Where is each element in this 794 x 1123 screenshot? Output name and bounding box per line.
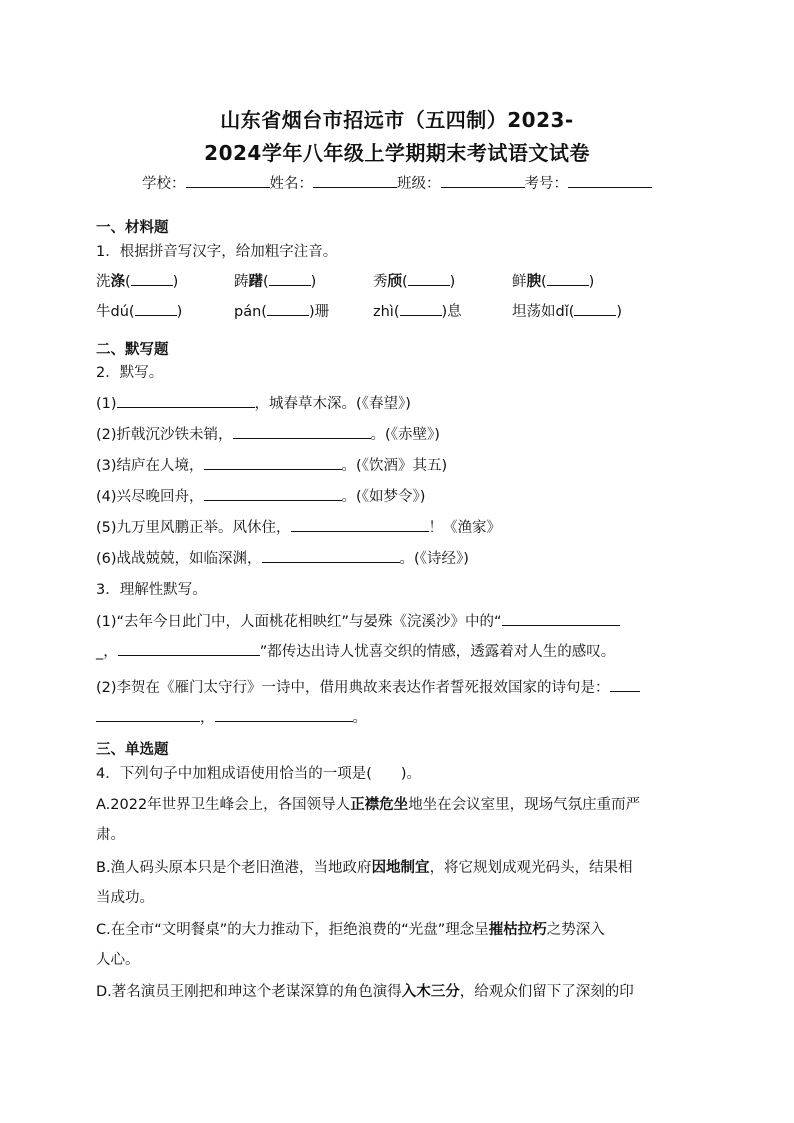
class-label: 班级： xyxy=(397,176,441,192)
q2-blank-6[interactable] xyxy=(262,561,400,563)
q1-blank-4[interactable] xyxy=(547,284,589,286)
q1-blank-6[interactable] xyxy=(267,314,309,316)
section-heading-materials: 一、材料题 xyxy=(96,220,169,236)
q3-blank-4[interactable] xyxy=(96,720,200,722)
option-b-line1[interactable]: B.渔人码头原本只是个老旧渔港，当地政府因地制宜，将它规划成观光码头，结果相 xyxy=(96,860,633,876)
q1-item-2: 踌躇( ) xyxy=(234,274,317,290)
section-heading-single-choice: 三、单选题 xyxy=(96,742,169,758)
q2-item-3: (3)结庐在人境， 。(《饮酒》其五) xyxy=(96,458,448,474)
question-2: 2．默写。 xyxy=(96,365,164,381)
student-info-line xyxy=(0,172,794,193)
q3-blank-3[interactable] xyxy=(610,690,640,692)
q1-item-3: 秀颀( ) xyxy=(373,274,456,290)
option-c-line1[interactable]: C.在全市“文明餐桌”的大力推动下，拒绝浪费的“光盘”理念呈摧枯拉朽之势深入 xyxy=(96,922,605,938)
q1-blank-3[interactable] xyxy=(408,284,450,286)
q1-blank-7[interactable] xyxy=(400,314,442,316)
q1-blank-5[interactable] xyxy=(135,314,177,316)
q2-blank-1[interactable] xyxy=(117,406,255,408)
number-blank[interactable] xyxy=(568,186,652,188)
exam-title-line2: 2024学年八年级上学期期末考试语文试卷 xyxy=(204,141,590,165)
q1-blank-8[interactable] xyxy=(574,314,616,316)
name-label: 姓名： xyxy=(269,176,313,192)
q2-item-4: (4)兴尽晚回舟， 。(《如梦令》) xyxy=(96,489,426,505)
q2-item-5: (5)九万里风鹏正举。风休住， ！《渔家》 xyxy=(96,520,502,536)
q1-item-6: pán( )珊 xyxy=(234,304,330,320)
number-label: 考号： xyxy=(524,176,568,192)
q3-blank-1[interactable] xyxy=(502,624,620,626)
option-b-line2: 当成功。 xyxy=(96,890,154,906)
option-a-line2: 肃。 xyxy=(96,827,125,843)
question-4: 4．下列句子中加粗成语使用恰当的一项是( )。 xyxy=(96,766,422,782)
q1-item-1: 洗涤( ) xyxy=(96,274,179,290)
q2-blank-4[interactable] xyxy=(204,499,342,501)
option-a-line1[interactable]: A.2022年世界卫生峰会上，各国领导人正襟危坐地坐在会议室里，现场气氛庄重而严 xyxy=(96,797,641,813)
name-blank[interactable] xyxy=(313,186,397,188)
q3-item-1-line1: (1)“去年今日此门中，人面桃花相映红”与晏殊《浣溪沙》中的“ xyxy=(96,610,620,631)
q1-blank-2[interactable] xyxy=(269,284,311,286)
q2-item-2: (2)折戟沉沙铁未销， 。(《赤壁》) xyxy=(96,427,440,443)
exam-title-line1: 山东省烟台市招远市（五四制）2023- xyxy=(220,108,574,132)
question-3: 3．理解性默写。 xyxy=(96,582,207,598)
q1-item-8: 坦荡如dǐ( ) xyxy=(512,304,623,320)
q2-blank-5[interactable] xyxy=(291,530,429,532)
option-c-line2: 人心。 xyxy=(96,952,140,968)
school-blank[interactable] xyxy=(186,186,270,188)
q3-item-1-line2: _， ”都传达出诗人忧喜交织的情感，透露着对人生的感叹。 xyxy=(96,644,616,660)
q2-item-1: (1) ，城春草木深。(《春望》) xyxy=(96,396,411,412)
question-1: 1．根据拼音写汉字，给加粗字注音。 xyxy=(96,244,338,260)
section-heading-dictation: 二、默写题 xyxy=(96,342,169,358)
q3-item-2-line2: ， 。 xyxy=(96,706,367,727)
q3-item-2-line1: (2)李贺在《雁门太守行》一诗中，借用典故来表达作者誓死报效国家的诗句是： xyxy=(96,676,640,697)
q1-item-4: 鲜腴( ) xyxy=(512,274,595,290)
q2-blank-2[interactable] xyxy=(233,437,371,439)
q1-item-5: 牛dú( ) xyxy=(96,304,183,320)
q3-blank-5[interactable] xyxy=(215,720,353,722)
class-blank[interactable] xyxy=(441,186,525,188)
q1-blank-1[interactable] xyxy=(131,284,173,286)
q1-item-7: zhì( )息 xyxy=(373,304,462,320)
q2-item-6: (6)战战兢兢，如临深渊， 。(《诗经》) xyxy=(96,551,469,567)
q2-blank-3[interactable] xyxy=(204,468,342,470)
option-d-line1[interactable]: D.著名演员王刚把和珅这个老谋深算的角色演得入木三分，给观众们留下了深刻的印 xyxy=(96,984,634,1000)
school-label: 学校： xyxy=(142,176,186,192)
q3-blank-2[interactable] xyxy=(118,654,260,656)
